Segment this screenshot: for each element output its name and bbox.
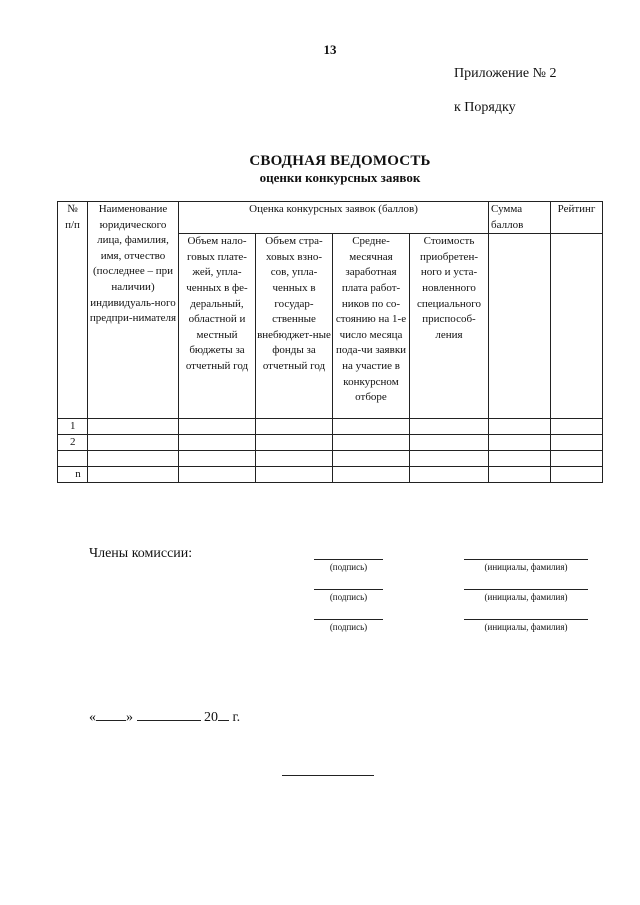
row-number: 2 <box>58 435 88 451</box>
row-number: 1 <box>58 419 88 435</box>
appendix-label: Приложение № 2 <box>454 66 557 81</box>
page-number: 13 <box>323 42 337 57</box>
commission-members-label: Члены комиссии: <box>89 546 193 561</box>
table-cell <box>88 451 179 467</box>
table-cell <box>88 435 179 451</box>
subheader-equipment: Стоимость приобретен-ного и уста-новленного специального приспособ-ления <box>410 234 489 419</box>
name-caption: (инициалы, фамилия) <box>484 592 568 602</box>
name-caption: (инициалы, фамилия) <box>484 622 568 632</box>
table-cell <box>179 435 256 451</box>
table-cell <box>489 435 551 451</box>
table-cell <box>410 467 489 483</box>
summary-table <box>57 201 603 483</box>
table-cell <box>256 435 333 451</box>
name-caption: (инициалы, фамилия) <box>484 562 568 572</box>
table-cell <box>256 419 333 435</box>
subheader-sum-blank <box>489 234 551 419</box>
table-cell <box>256 467 333 483</box>
table-cell <box>333 451 410 467</box>
subheader-taxes: Объем нало-говых плате-жей, упла-ченных в фе-деральный, областной и местный бюджеты за отчетный год <box>179 234 256 419</box>
table-cell <box>551 451 603 467</box>
table-row <box>58 419 603 435</box>
signature-line <box>314 559 383 560</box>
table-cell <box>410 451 489 467</box>
table-cell <box>551 435 603 451</box>
table-cell <box>333 435 410 451</box>
table-row <box>58 435 603 451</box>
header-sum: Сумма баллов <box>489 202 551 234</box>
row-number: n <box>58 467 88 483</box>
signature-caption: (подпись) <box>329 592 368 602</box>
header-evaluation: Оценка конкурсных заявок (баллов) <box>179 202 489 234</box>
table-cell <box>179 467 256 483</box>
table-cell <box>333 419 410 435</box>
name-line <box>464 559 588 560</box>
table-cell <box>256 451 333 467</box>
table-row <box>58 467 603 483</box>
date-close-quote: » <box>126 710 133 725</box>
table-cell <box>333 467 410 483</box>
header-applicant-name: Наименование юридического лица, фамилия, имя, отчество (последнее – при наличии) индивидуаль-ного предпри-нимателя <box>88 202 179 419</box>
table-row <box>58 451 603 467</box>
subheader-rating-blank <box>551 234 603 419</box>
table-cell <box>410 419 489 435</box>
signature-caption: (подпись) <box>329 622 368 632</box>
table-cell <box>410 435 489 451</box>
order-label: к Порядку <box>454 100 516 115</box>
name-line <box>464 589 588 590</box>
day-blank <box>96 707 126 721</box>
table-cell <box>551 419 603 435</box>
signature-line <box>314 589 383 590</box>
document-title: СВОДНАЯ ВЕДОМОСТЬ <box>249 153 431 169</box>
signature-caption: (подпись) <box>329 562 368 572</box>
signature-line <box>314 619 383 620</box>
year-suffix: г. <box>232 710 241 725</box>
bottom-rule <box>282 775 374 776</box>
table-cell <box>179 419 256 435</box>
date-open-quote: « <box>89 710 96 725</box>
document-subtitle: оценки конкурсных заявок <box>259 170 421 185</box>
table-cell <box>551 467 603 483</box>
name-line <box>464 619 588 620</box>
month-blank <box>137 707 201 721</box>
date-line <box>89 707 240 726</box>
subheader-salary: Средне-месячная заработная плата работ-ников по со-стоянию на 1-е число месяца пода-чи заявки на участие в конкурсном отборе <box>333 234 410 419</box>
table-cell <box>179 451 256 467</box>
header-number: № п/п <box>58 202 88 419</box>
table-cell <box>489 467 551 483</box>
table-cell <box>489 419 551 435</box>
year-blank <box>218 707 229 721</box>
year-prefix: 20 <box>204 710 218 725</box>
header-rating: Рейтинг <box>551 202 603 234</box>
subheader-insurance: Объем стра-ховых взно-сов, упла-ченных в государ-ственные внебюджет-ные фонды за отчетный год <box>256 234 333 419</box>
row-number <box>58 451 88 467</box>
table-cell <box>489 451 551 467</box>
table-cell <box>88 419 179 435</box>
table-cell <box>88 467 179 483</box>
